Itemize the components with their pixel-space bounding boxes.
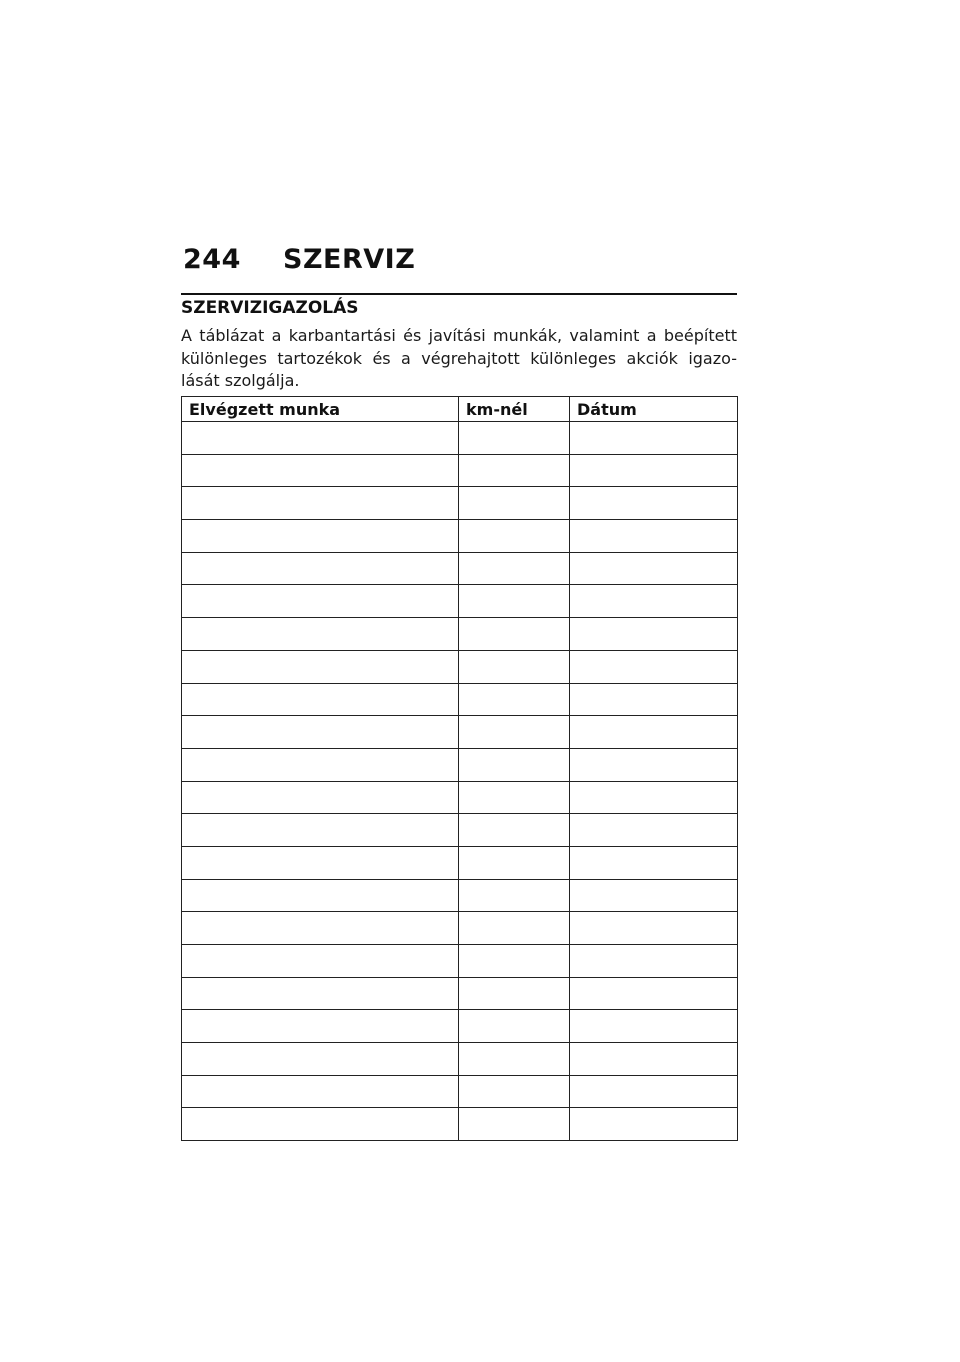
work-cell	[182, 1043, 459, 1076]
km-cell	[459, 683, 570, 716]
date-cell	[570, 454, 738, 487]
work-cell	[182, 716, 459, 749]
km-cell	[459, 454, 570, 487]
table-row	[182, 585, 738, 618]
work-cell	[182, 650, 459, 683]
date-cell	[570, 781, 738, 814]
table-body	[182, 422, 738, 1141]
km-cell	[459, 1075, 570, 1108]
km-cell	[459, 422, 570, 455]
table-row	[182, 781, 738, 814]
table-row	[182, 422, 738, 455]
table-row	[182, 748, 738, 781]
table-row	[182, 487, 738, 520]
table-row	[182, 977, 738, 1010]
service-log-table	[181, 396, 738, 1141]
table-row	[182, 912, 738, 945]
work-cell	[182, 454, 459, 487]
column-header-km: km-nél	[459, 397, 570, 422]
table-header-row	[182, 397, 738, 422]
km-cell	[459, 1108, 570, 1141]
header-divider	[181, 293, 737, 295]
work-cell	[182, 846, 459, 879]
table-row	[182, 650, 738, 683]
table-row	[182, 552, 738, 585]
table-row	[182, 716, 738, 749]
date-cell	[570, 422, 738, 455]
date-cell	[570, 1075, 738, 1108]
work-cell	[182, 520, 459, 553]
table-row	[182, 1108, 738, 1141]
km-cell	[459, 1043, 570, 1076]
km-cell	[459, 552, 570, 585]
date-cell	[570, 585, 738, 618]
work-cell	[182, 781, 459, 814]
date-cell	[570, 618, 738, 651]
date-cell	[570, 1108, 738, 1141]
page-number: 244	[183, 244, 241, 275]
section-heading: SZERVIZIGAZOLÁS	[181, 298, 359, 318]
date-cell	[570, 846, 738, 879]
table-row	[182, 945, 738, 978]
work-cell	[182, 912, 459, 945]
km-cell	[459, 748, 570, 781]
work-cell	[182, 814, 459, 847]
work-cell	[182, 1010, 459, 1043]
table-row	[182, 454, 738, 487]
work-cell	[182, 683, 459, 716]
km-cell	[459, 879, 570, 912]
date-cell	[570, 1043, 738, 1076]
table-row	[182, 683, 738, 716]
table-row	[182, 1010, 738, 1043]
date-cell	[570, 945, 738, 978]
work-cell	[182, 1075, 459, 1108]
page-header	[183, 244, 415, 275]
work-cell	[182, 487, 459, 520]
table-row	[182, 846, 738, 879]
km-cell	[459, 520, 570, 553]
table-row	[182, 618, 738, 651]
date-cell	[570, 520, 738, 553]
date-cell	[570, 487, 738, 520]
date-cell	[570, 977, 738, 1010]
work-cell	[182, 945, 459, 978]
km-cell	[459, 716, 570, 749]
km-cell	[459, 977, 570, 1010]
date-cell	[570, 650, 738, 683]
work-cell	[182, 618, 459, 651]
km-cell	[459, 945, 570, 978]
km-cell	[459, 814, 570, 847]
km-cell	[459, 1010, 570, 1043]
work-cell	[182, 977, 459, 1010]
intro-line: A táblázat a karbantartási és javítási munkák, valamint a beépített	[181, 326, 737, 345]
km-cell	[459, 487, 570, 520]
date-cell	[570, 716, 738, 749]
km-cell	[459, 585, 570, 618]
work-cell	[182, 552, 459, 585]
intro-line: különleges tartozékok és a végrehajtott különleges akciók igazo-	[181, 348, 737, 368]
work-cell	[182, 585, 459, 618]
work-cell	[182, 422, 459, 455]
table-row	[182, 814, 738, 847]
date-cell	[570, 552, 738, 585]
column-header-work: Elvégzett munka	[182, 397, 459, 422]
table-row	[182, 879, 738, 912]
date-cell	[570, 912, 738, 945]
km-cell	[459, 912, 570, 945]
column-header-date: Dátum	[570, 397, 738, 422]
table-row	[182, 520, 738, 553]
intro-paragraph	[181, 325, 737, 393]
chapter-title: SZERVIZ	[283, 244, 416, 275]
table-row	[182, 1075, 738, 1108]
work-cell	[182, 1108, 459, 1141]
date-cell	[570, 748, 738, 781]
date-cell	[570, 814, 738, 847]
date-cell	[570, 683, 738, 716]
km-cell	[459, 846, 570, 879]
km-cell	[459, 618, 570, 651]
date-cell	[570, 1010, 738, 1043]
km-cell	[459, 781, 570, 814]
work-cell	[182, 879, 459, 912]
table-row	[182, 1043, 738, 1076]
date-cell	[570, 879, 738, 912]
km-cell	[459, 650, 570, 683]
work-cell	[182, 748, 459, 781]
intro-line: lását szolgálja.	[181, 371, 300, 390]
